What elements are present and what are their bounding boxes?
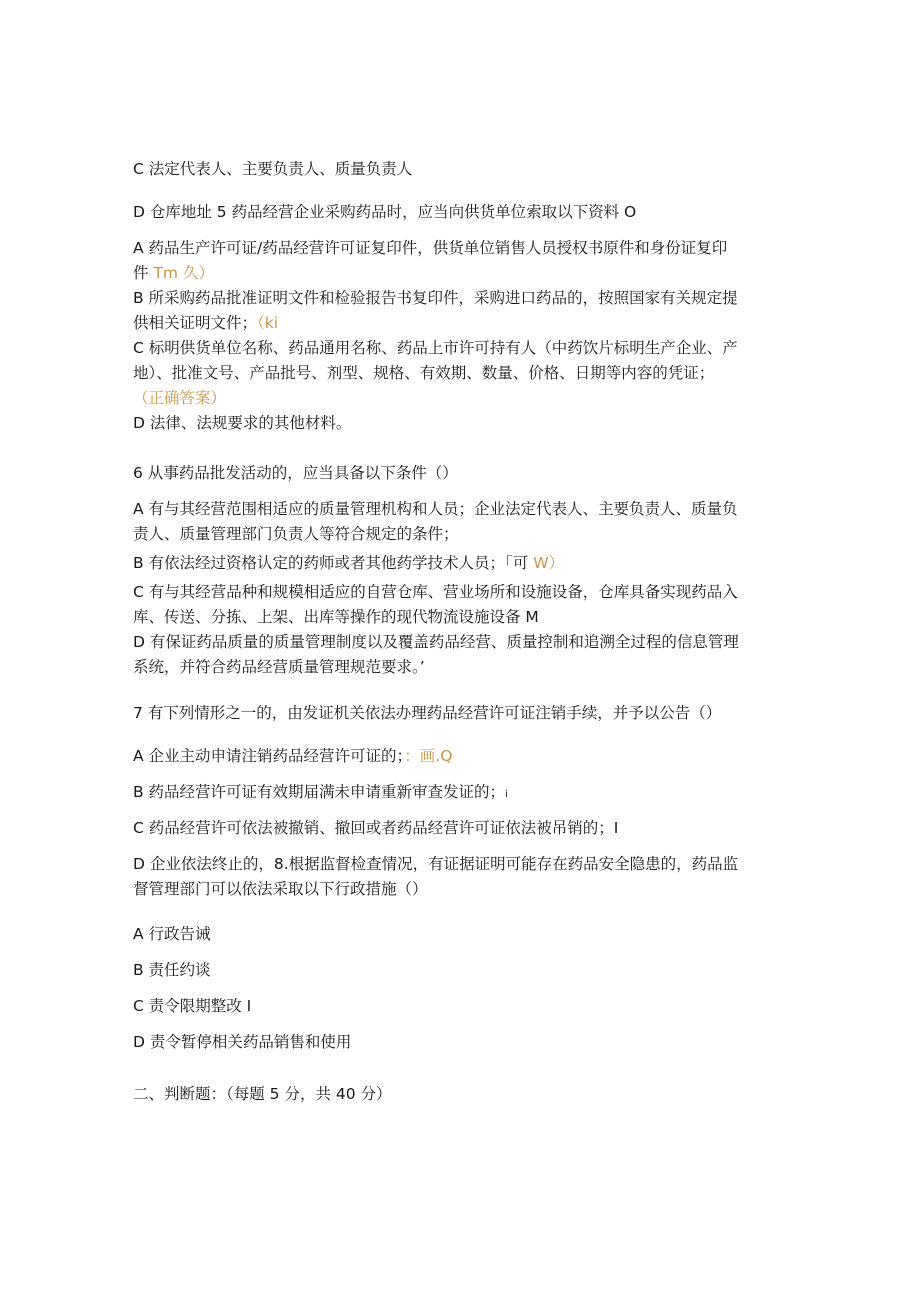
- q6-option-d: [133, 630, 789, 680]
- q5-option-b: [133, 286, 789, 336]
- q6-option-c-line2: 库、传送、分拣、上架、出库等操作的现代物流设施设备 M: [133, 608, 539, 626]
- q7-option-d-line2: 督管理部门可以依法采取以下行政措施（）: [133, 880, 428, 898]
- q5-option-a-annotation: Tm 久）: [153, 264, 214, 282]
- q8-option-b: B 责任约谈: [133, 961, 211, 979]
- q7-option-a: [133, 744, 793, 769]
- q7-question: 7 有下列情形之一的，由发证机关依法办理药品经营许可证注销手续，并予以公告（）: [133, 704, 722, 722]
- section-heading-true-false: 二、判断题：（每题 5 分，共 40 分）: [133, 1085, 392, 1103]
- q5-option-a-line2: 件: [133, 264, 149, 282]
- q6-option-d-line2: 系统，并符合药品经营质量管理规范要求。’: [133, 658, 425, 676]
- q6-option-c-line1: C 有与其经营品种和规模相适应的自营仓库、营业场所和设施设备，仓库具备实现药品入: [133, 583, 738, 601]
- q6-option-a-line1: A 有与其经营范围相适应的质量管理机构和人员；企业法定代表人、主要负责人、质量负: [133, 500, 738, 518]
- q6-option-b-text: B 有依法经过资格认定的药师或者其他药学技术人员；「可: [133, 554, 529, 572]
- q8-option-d: D 责令暂停相关药品销售和使用: [133, 1033, 352, 1051]
- q6-question: 6 从事药品批发活动的，应当具备以下条件（）: [133, 464, 458, 482]
- q7-option-d-line1: D 企业依法终止的，8.根据监督检查情况，有证据证明可能存在药品安全隐患的，药品监: [133, 855, 739, 873]
- q5-option-a-line1: A 药品生产许可证/药品经营许可证复印件，供货单位销售人员授权书原件和身份证复印: [133, 239, 728, 257]
- q4-option-c: C 法定代表人、主要负责人、质量负责人: [133, 160, 413, 178]
- q5-option-b-annotation: （ki: [257, 314, 279, 332]
- q5-option-c-line2: 地）、批准文号、产品批号、剂型、规格、有效期、数量、价格、日期等内容的凭证；: [133, 364, 715, 382]
- q6-option-b: [133, 551, 793, 576]
- q7-option-a-text: A 企业主动申请注销药品经营许可证的；: [133, 747, 405, 765]
- q5-option-c-line1: C 标明供货单位名称、药品通用名称、药品上市许可持有人（中药饮片标明生产企业、产: [133, 339, 738, 357]
- q7-option-d: [133, 852, 789, 902]
- q7-option-a-annotation: ：画.Q: [404, 747, 453, 765]
- q8-option-c: C 责令限期整改 I: [133, 997, 252, 1015]
- q6-option-c: [133, 580, 789, 630]
- q8-option-a: A 行政告诫: [133, 925, 211, 943]
- q7-option-b-text: B 药品经营许可证有效期届满未申请重新审查发证的；: [133, 783, 506, 801]
- q5-option-b-line1: B 所采购药品批准证明文件和检验报告书复印件，采购进口药品的，按照国家有关规定提: [133, 289, 738, 307]
- q6-option-a: [133, 497, 789, 547]
- q6-option-d-line1: D 有保证药品质量的质量管理制度以及覆盖药品经营、质量控制和追溯全过程的信息管理: [133, 633, 739, 651]
- q6-option-a-line2: 责人、质量管理部门负责人等符合规定的条件；: [133, 525, 459, 543]
- q5-option-c: [133, 336, 789, 411]
- q7-option-c: C 药品经营许可依法被撤销、撤回或者药品经营许可证依法被吊销的；I: [133, 819, 619, 837]
- q5-option-a: [133, 236, 789, 286]
- q7-option-b: [133, 780, 793, 807]
- q5-option-d: D 法律、法规要求的其他材料。: [133, 414, 352, 432]
- q6-option-b-annotation: W）: [533, 554, 565, 572]
- q7-option-b-annotation: i: [505, 789, 508, 800]
- q4-option-d: D 仓库地址 5 药品经营企业采购药品时，应当向供货单位索取以下资料 O: [133, 203, 637, 221]
- q5-option-b-line2: 供相关证明文件；: [133, 314, 258, 332]
- q5-option-c-correct-answer: （正确答案）: [133, 389, 227, 407]
